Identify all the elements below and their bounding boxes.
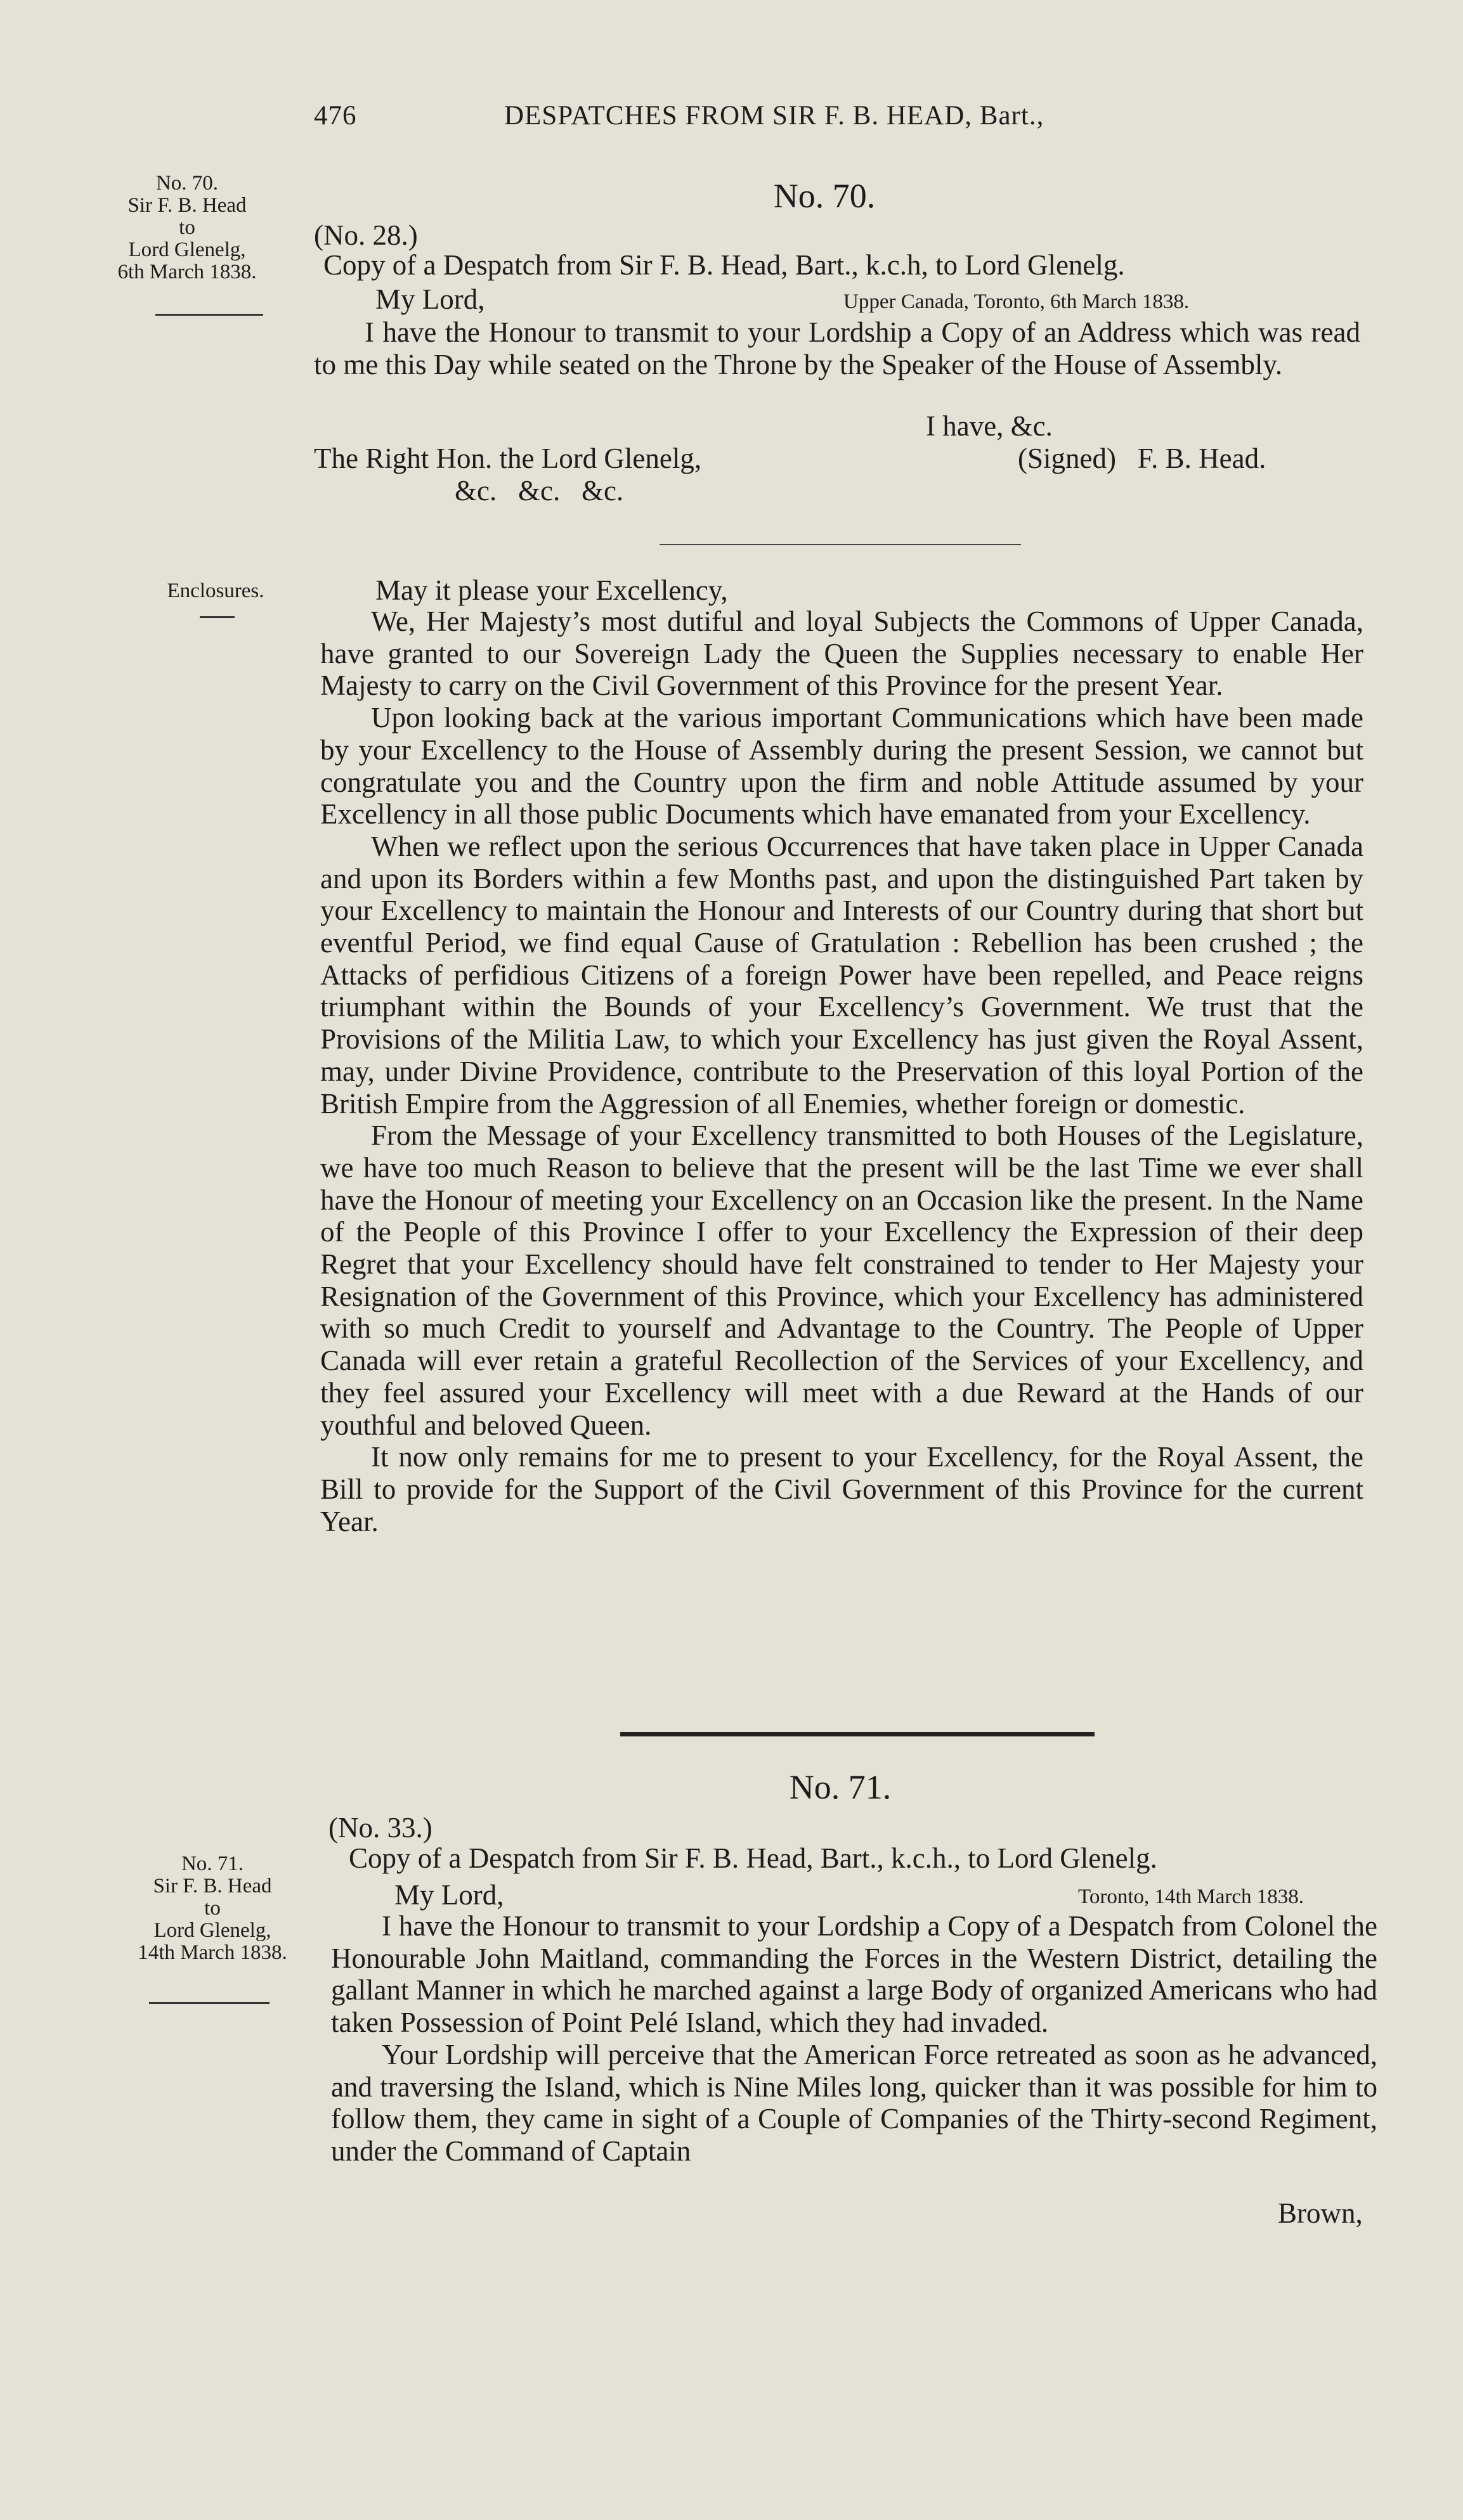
margin-note-no71 (117, 1853, 308, 1964)
margin-note-enclosures: Enclosures. (167, 579, 264, 602)
margin-rule (155, 314, 263, 316)
despatch-number-70: (No. 28.) (314, 219, 418, 251)
enclosure-body (320, 605, 1363, 1537)
margin-rule (200, 616, 235, 618)
margin-line: No. 70. (155, 172, 219, 195)
addressee-70: The Right Hon. the Lord Glenelg, (314, 443, 702, 474)
margin-line: Sir F. B. Head (127, 194, 247, 217)
copy-line-71: Copy of a Despatch from Sir F. B. Head, Bart., k.c.h., to Lord Glenelg. (349, 1842, 1157, 1874)
margin-line: to (204, 1897, 221, 1920)
catchword: Brown, (1278, 2197, 1363, 2229)
paragraph: It now only remains for me to present to your Excellency, for the Royal Assent, the Bill to provide for the Support of the Civil Government of this Province for the current Year. (320, 1441, 1363, 1537)
etc-70: &c. &c. &c. (455, 475, 624, 507)
place-date-71: Toronto, 14th March 1838. (1078, 1885, 1304, 1908)
margin-line: No. 71. (181, 1852, 244, 1875)
margin-line: 14th March 1838. (138, 1941, 287, 1964)
place-date-70: Upper Canada, Toronto, 6th March 1838. (843, 290, 1190, 313)
paragraph: I have the Honour to transmit to your Lordship a Copy of an Address which was read to me this Day while seated on the Throne by the Speaker of the House of Assembly. (314, 316, 1360, 380)
margin-note-no70 (92, 172, 282, 283)
margin-line: Sir F. B. Head (153, 1875, 272, 1897)
page-number: 476 (314, 101, 357, 131)
paragraph: From the Message of your Excellency transmitted to both Houses of the Legislature, we have too much Reason to believe that the present will be the last Time we ever shall have the Honour of meeting your Excellency on an Occasion like the present. In the Name of the People of this Province I offer to your Excellency the Expression of their deep Regret that your Excellency should have felt constrained to tender to Her Majesty your Resignation of the Government of this Province, which your Excellency has administered with so much Credit to yourself and Advantage to the Country. The People of Upper Canada will ever retain a grateful Recollection of the Services of your Excellency, and they feel assured your Excellency will meet with a due Reward at the Hands of our youthful and beloved Queen. (320, 1120, 1363, 1441)
despatch-body-70 (314, 316, 1360, 380)
paragraph: When we reflect upon the serious Occurrences that have taken place in Upper Canada and upon its Borders within a few Months past, and upon the distinguished Part taken by your Excellency to maintain the Honour and Interests of our Country during that short but eventful Period, we find equal Cause of Gratulation : Rebellion has been crushed ; the Attacks of perfidious Citizens of a foreign Power have been repelled, and Peace reigns triumphant within the Bounds of your Excellency’s Government. We trust that the Provisions of the Militia Law, to which your Excellency has just given the Royal Assent, may, under Divine Providence, contribute to the Preservation of this loyal Portion of the British Empire from the Aggression of all Enemies, whether foreign or domestic. (320, 830, 1363, 1120)
margin-line: Lord Glenelg, (153, 1919, 271, 1942)
section-divider (660, 544, 1021, 545)
margin-line: Lord Glenelg, (128, 238, 246, 261)
signature-70: (Signed) F. B. Head. (1018, 443, 1266, 474)
despatch-title-71: No. 71. (789, 1768, 892, 1806)
despatch-body-71 (331, 1910, 1377, 2168)
margin-line: 6th March 1838. (117, 261, 257, 283)
despatch-number-71: (No. 33.) (328, 1812, 432, 1844)
closing-70: I have, &c. (926, 410, 1053, 442)
paragraph: We, Her Majesty’s most dutiful and loyal Subjects the Commons of Upper Canada, have granted to our Sovereign Lady the Queen the Supplies necessary to enable Her Majesty to carry on the Civil Government of this Province for the present Year. (320, 605, 1363, 702)
margin-rule (149, 2002, 270, 2004)
running-title: DESPATCHES FROM SIR F. B. HEAD, Bart., (504, 101, 1044, 131)
salutation-71: My Lord, (394, 1879, 504, 1911)
paragraph: I have the Honour to transmit to your Lordship a Copy of a Despatch from Colonel the Honourable John Maitland, commanding the Forces in the Western District, detailing the gallant Manner in which he marched against a large Body of organized Americans who had taken Possession of Point Pelé Island, which they had invaded. (331, 1910, 1377, 2039)
paragraph: Upon looking back at the various important Communications which have been made by your Excellency to the House of Assembly during the present Session, we cannot but congratulate you and the Country upon the firm and noble Attitude assumed by your Excellency in all those public Documents which have emanated from your Excellency. (320, 702, 1363, 830)
running-header (314, 100, 1392, 131)
copy-line-70: Copy of a Despatch from Sir F. B. Head, Bart., k.c.h, to Lord Glenelg. (323, 249, 1125, 281)
despatch-title-70: No. 70. (773, 177, 876, 215)
paragraph: Your Lordship will perceive that the American Force retreated as soon as he advanced, and traversing the Island, which is Nine Miles long, quicker than it was possible for him to follow them, they came in sight of a Couple of Companies of the Thirty-second Regiment, under the Command of Captain (331, 2038, 1377, 2167)
enclosure-salutation: May it please your Excellency, (375, 574, 728, 606)
section-divider-thick (620, 1732, 1095, 1736)
margin-line: to (179, 216, 195, 239)
salutation-70: My Lord, (375, 283, 485, 315)
